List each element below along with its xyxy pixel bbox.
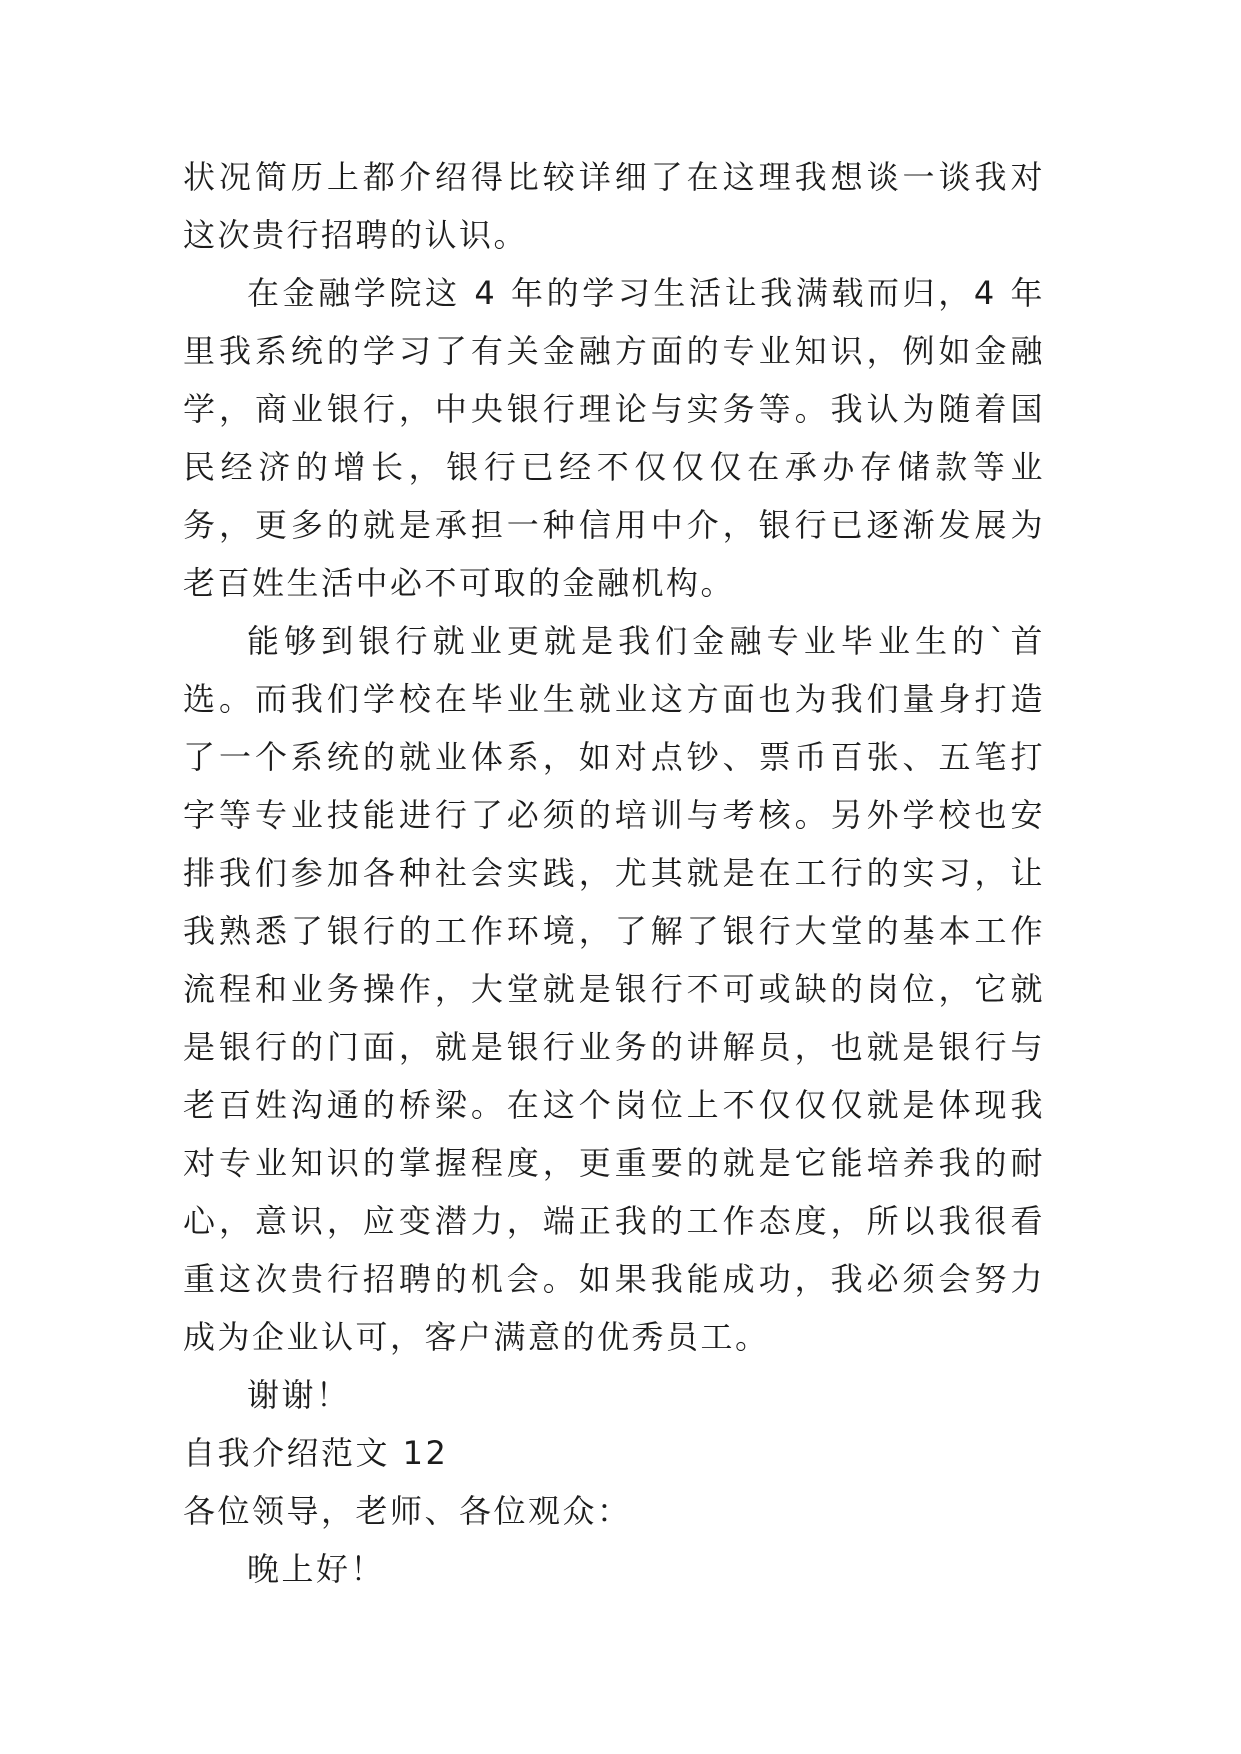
- paragraph: 能够到银行就业更就是我们金融专业毕业生的`首选。而我们学校在毕业生就业这方面也为我们量身打造了一个系统的就业体系，如对点钞、票币百张、五笔打字等专业技能进行了必须的培训与考核。另外学校也安排我们参加各种社会实践，尤其就是在工行的实习，让我熟悉了银行的工作环境，了解了银行大堂的基本工作流程和业务操作，大堂就是银行不可或缺的岗位，它就是银行的门面，就是银行业务的讲解员，也就是银行与老百姓沟通的桥梁。在这个岗位上不仅仅仅就是体现我对专业知识的掌握程度，更重要的就是它能培养我的耐心，意识，应变潜力，端正我的工作态度，所以我很看重这次贵行招聘的机会。如果我能成功，我必须会努力成为企业认可，客户满意的优秀员工。: [183, 622, 1045, 1356]
- paragraph: 自我介绍范文 12: [183, 1434, 449, 1472]
- paragraph: 谢谢！: [247, 1376, 351, 1414]
- paragraph: 状况简历上都介绍得比较详细了在这理我想谈一谈我对这次贵行招聘的认识。: [183, 158, 1045, 254]
- paragraph: 在金融学院这 4 年的学习生活让我满载而归，4 年里我系统的学习了有关金融方面的专业知识，例如金融学，商业银行，中央银行理论与实务等。我认为随着国民经济的增长，银行已经不仅仅仅在承办存储款等业务，更多的就是承担一种信用中介，银行已逐渐发展为老百姓生活中必不可取的金融机构。: [183, 274, 1045, 602]
- paragraph: 晚上好！: [247, 1550, 386, 1588]
- paragraph: 各位领导，老师、各位观众：: [183, 1492, 632, 1530]
- document-body: [183, 148, 1045, 1598]
